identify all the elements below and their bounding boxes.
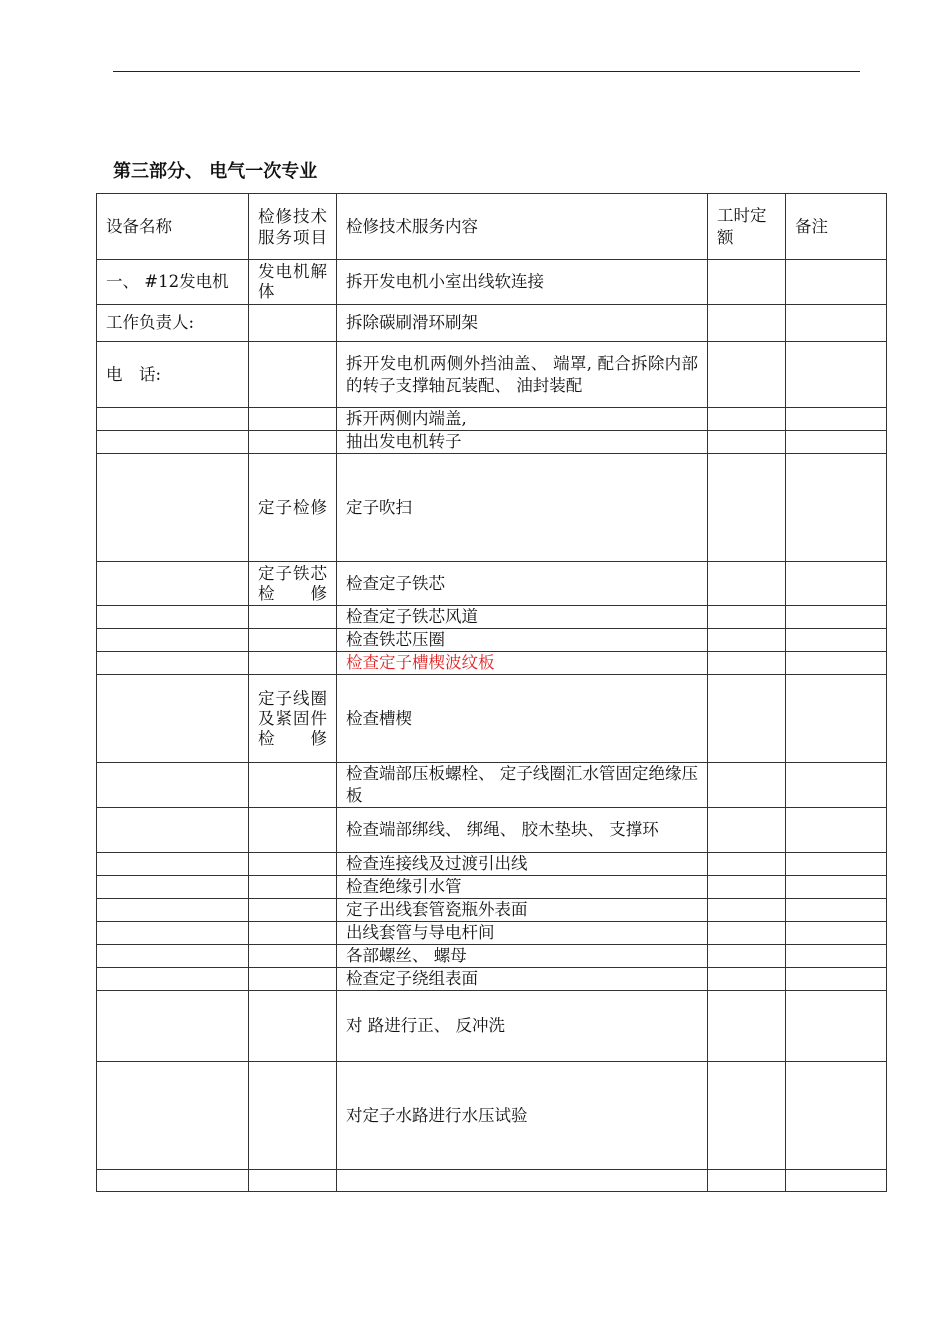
hours-cell bbox=[708, 675, 786, 763]
item-cell bbox=[249, 408, 337, 431]
equipment-cell: 一、 #12发电机 bbox=[97, 260, 249, 305]
remarks-cell bbox=[786, 853, 887, 876]
hours-cell bbox=[708, 305, 786, 342]
header-equipment: 设备名称 bbox=[97, 194, 249, 260]
remarks-cell bbox=[786, 675, 887, 763]
equipment-cell bbox=[97, 763, 249, 808]
equipment-cell bbox=[97, 562, 249, 606]
content-cell: 检查绝缘引水管 bbox=[337, 876, 708, 899]
table-row bbox=[97, 763, 887, 808]
header-remarks: 备注 bbox=[786, 194, 887, 260]
table-row bbox=[97, 675, 887, 763]
hours-cell bbox=[708, 1170, 786, 1192]
item-cell bbox=[249, 652, 337, 675]
item-cell bbox=[249, 763, 337, 808]
remarks-cell bbox=[786, 454, 887, 562]
equipment-cell bbox=[97, 606, 249, 629]
item-cell bbox=[249, 342, 337, 408]
equipment-cell bbox=[97, 1170, 249, 1192]
content-cell: 检查定子铁芯风道 bbox=[337, 606, 708, 629]
equipment-cell bbox=[97, 968, 249, 991]
content-cell: 拆开发电机两侧外挡油盖、 端罩, 配合拆除内部的转子支撑轴瓦装配、 油封装配 bbox=[337, 342, 708, 408]
remarks-cell bbox=[786, 652, 887, 675]
content-cell: 对定子水路进行水压试验 bbox=[337, 1062, 708, 1170]
content-cell: 拆开发电机小室出线软连接 bbox=[337, 260, 708, 305]
equipment-cell: 工作负责人: bbox=[97, 305, 249, 342]
equipment-cell bbox=[97, 408, 249, 431]
item-cell bbox=[249, 945, 337, 968]
content-cell: 定子吹扫 bbox=[337, 454, 708, 562]
header-hours: 工时定额 bbox=[708, 194, 786, 260]
remarks-cell bbox=[786, 431, 887, 454]
remarks-cell bbox=[786, 968, 887, 991]
table-row bbox=[97, 945, 887, 968]
table-row bbox=[97, 1170, 887, 1192]
table-row bbox=[97, 899, 887, 922]
hours-cell bbox=[708, 876, 786, 899]
content-cell: 抽出发电机转子 bbox=[337, 431, 708, 454]
table-row bbox=[97, 853, 887, 876]
hours-cell bbox=[708, 629, 786, 652]
item-cell: 定子检修 bbox=[249, 454, 337, 562]
remarks-cell bbox=[786, 260, 887, 305]
remarks-cell bbox=[786, 629, 887, 652]
item-cell: 定子线圈及紧固件检修 bbox=[249, 675, 337, 763]
content-cell bbox=[337, 1170, 708, 1192]
equipment-cell: 电 话: bbox=[97, 342, 249, 408]
table-row bbox=[97, 652, 887, 675]
equipment-cell bbox=[97, 899, 249, 922]
item-cell: 发电机解体 bbox=[249, 260, 337, 305]
table-row bbox=[97, 629, 887, 652]
hours-cell bbox=[708, 991, 786, 1062]
hours-cell bbox=[708, 1062, 786, 1170]
table-row bbox=[97, 922, 887, 945]
remarks-cell bbox=[786, 562, 887, 606]
content-cell: 检查定子槽楔波纹板 bbox=[337, 652, 708, 675]
remarks-cell bbox=[786, 899, 887, 922]
header-item: 检修技术服务项目 bbox=[249, 194, 337, 260]
content-cell: 检查定子铁芯 bbox=[337, 562, 708, 606]
content-cell: 检查定子绕组表面 bbox=[337, 968, 708, 991]
table-row bbox=[97, 1062, 887, 1170]
remarks-cell bbox=[786, 408, 887, 431]
hours-cell bbox=[708, 562, 786, 606]
remarks-cell bbox=[786, 1170, 887, 1192]
content-cell: 检查铁芯压圈 bbox=[337, 629, 708, 652]
content-cell: 对 路进行正、 反冲洗 bbox=[337, 991, 708, 1062]
hours-cell bbox=[708, 431, 786, 454]
header-content: 检修技术服务内容 bbox=[337, 194, 708, 260]
hours-cell bbox=[708, 652, 786, 675]
table-row bbox=[97, 260, 887, 305]
content-cell: 检查端部绑线、 绑绳、 胶木垫块、 支撑环 bbox=[337, 808, 708, 853]
equipment-cell bbox=[97, 876, 249, 899]
content-cell: 定子出线套管瓷瓶外表面 bbox=[337, 899, 708, 922]
content-cell: 检查端部压板螺栓、 定子线圈汇水管固定绝缘压板 bbox=[337, 763, 708, 808]
service-table bbox=[96, 193, 887, 1192]
hours-cell bbox=[708, 899, 786, 922]
equipment-cell bbox=[97, 1062, 249, 1170]
content-cell: 出线套管与导电杆间 bbox=[337, 922, 708, 945]
hours-cell bbox=[708, 454, 786, 562]
remarks-cell bbox=[786, 876, 887, 899]
hours-cell bbox=[708, 808, 786, 853]
equipment-cell bbox=[97, 652, 249, 675]
item-cell bbox=[249, 629, 337, 652]
item-cell bbox=[249, 968, 337, 991]
content-cell: 拆除碳刷滑环刷架 bbox=[337, 305, 708, 342]
table-header-row bbox=[97, 194, 887, 260]
hours-cell bbox=[708, 922, 786, 945]
equipment-cell bbox=[97, 454, 249, 562]
remarks-cell bbox=[786, 922, 887, 945]
equipment-cell bbox=[97, 853, 249, 876]
table-row bbox=[97, 876, 887, 899]
remarks-cell bbox=[786, 945, 887, 968]
table-row bbox=[97, 305, 887, 342]
hours-cell bbox=[708, 408, 786, 431]
table-row bbox=[97, 342, 887, 408]
remarks-cell bbox=[786, 342, 887, 408]
remarks-cell bbox=[786, 808, 887, 853]
table-row bbox=[97, 968, 887, 991]
item-cell bbox=[249, 899, 337, 922]
equipment-cell bbox=[97, 808, 249, 853]
item-cell bbox=[249, 305, 337, 342]
table-row bbox=[97, 454, 887, 562]
item-cell bbox=[249, 1062, 337, 1170]
remarks-cell bbox=[786, 305, 887, 342]
equipment-cell bbox=[97, 922, 249, 945]
item-cell bbox=[249, 853, 337, 876]
item-cell bbox=[249, 876, 337, 899]
table-row bbox=[97, 431, 887, 454]
equipment-cell bbox=[97, 431, 249, 454]
item-cell bbox=[249, 808, 337, 853]
table-row bbox=[97, 562, 887, 606]
hours-cell bbox=[708, 945, 786, 968]
item-cell: 定子铁芯检修 bbox=[249, 562, 337, 606]
content-cell: 检查连接线及过渡引出线 bbox=[337, 853, 708, 876]
remarks-cell bbox=[786, 606, 887, 629]
content-cell: 拆开两侧内端盖, bbox=[337, 408, 708, 431]
remarks-cell bbox=[786, 763, 887, 808]
hours-cell bbox=[708, 763, 786, 808]
header-rule bbox=[113, 71, 860, 72]
item-cell bbox=[249, 1170, 337, 1192]
table-row bbox=[97, 808, 887, 853]
hours-cell bbox=[708, 342, 786, 408]
item-cell bbox=[249, 606, 337, 629]
equipment-cell bbox=[97, 629, 249, 652]
hours-cell bbox=[708, 606, 786, 629]
content-cell: 各部螺丝、 螺母 bbox=[337, 945, 708, 968]
remarks-cell bbox=[786, 1062, 887, 1170]
content-cell: 检查槽楔 bbox=[337, 675, 708, 763]
remarks-cell bbox=[786, 991, 887, 1062]
hours-cell bbox=[708, 260, 786, 305]
table-row bbox=[97, 606, 887, 629]
equipment-cell bbox=[97, 991, 249, 1062]
item-cell bbox=[249, 991, 337, 1062]
table-row bbox=[97, 991, 887, 1062]
item-cell bbox=[249, 431, 337, 454]
table-row bbox=[97, 408, 887, 431]
item-cell bbox=[249, 922, 337, 945]
equipment-cell bbox=[97, 945, 249, 968]
hours-cell bbox=[708, 968, 786, 991]
equipment-cell bbox=[97, 675, 249, 763]
section-title: 第三部分、 电气一次专业 bbox=[113, 161, 318, 182]
hours-cell bbox=[708, 853, 786, 876]
